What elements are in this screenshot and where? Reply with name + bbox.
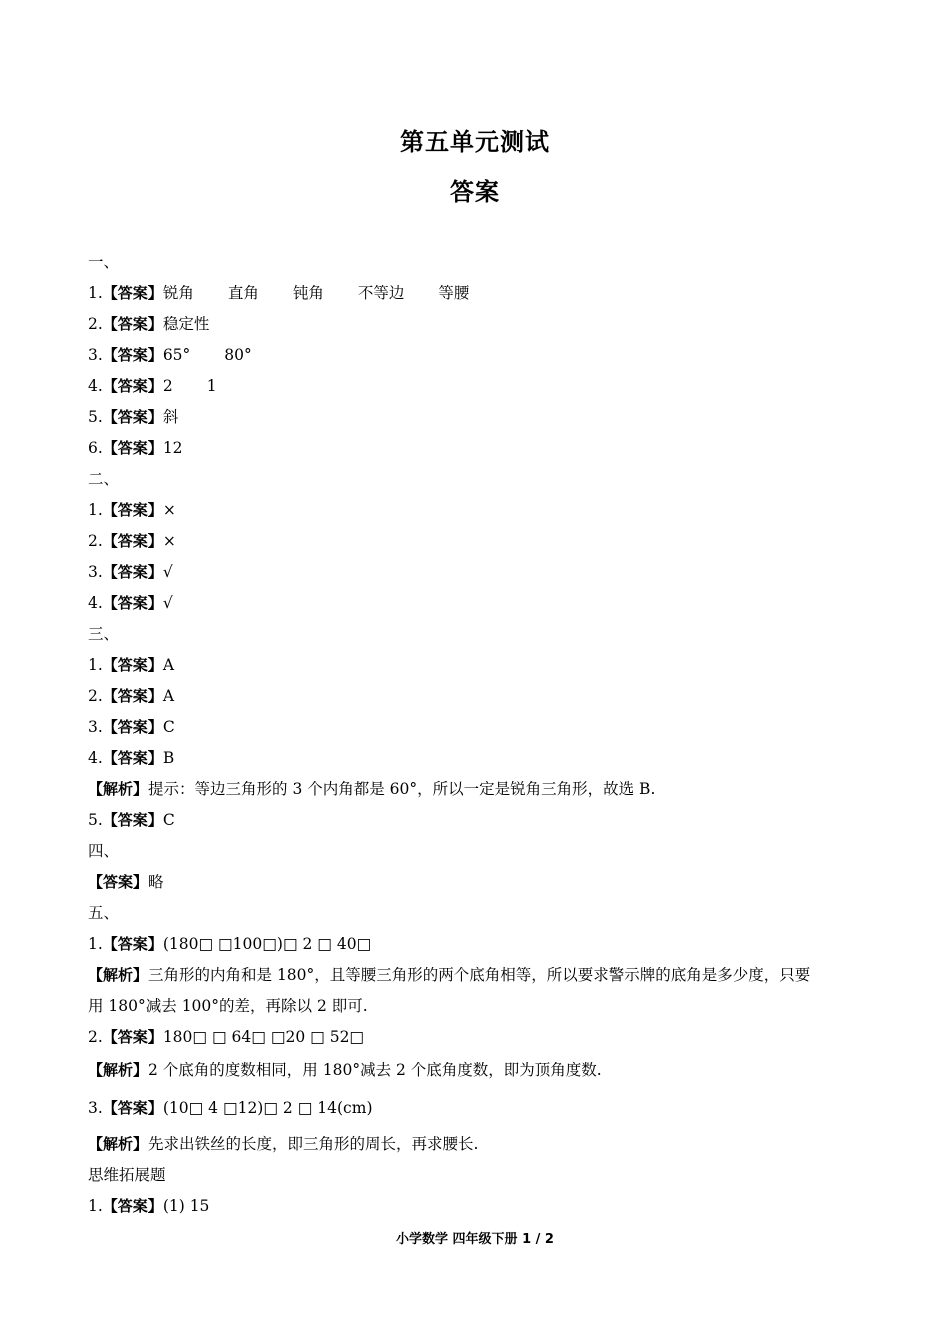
answer-line <box>88 867 858 898</box>
item-number: 6. <box>88 439 103 457</box>
analysis-line <box>88 774 858 805</box>
answer-line <box>88 433 858 464</box>
answer-line <box>88 650 858 681</box>
analysis-continuation <box>88 991 858 1022</box>
analysis-text: 先求出铁丝的长度，即三角形的周长，再求腰长. <box>148 1135 479 1153</box>
answer-line <box>88 371 858 402</box>
answer-value: 1 <box>206 377 217 395</box>
item-number: 4. <box>88 594 103 612</box>
answer-value: 65° <box>162 346 191 364</box>
answer-value: √ <box>162 594 173 612</box>
section-heading <box>88 247 858 278</box>
page-title: 第五单元测试 <box>400 128 550 156</box>
answer-label: 【答案】 <box>102 1028 163 1046</box>
answer-line <box>88 743 858 774</box>
answer-label: 【答案】 <box>102 439 163 457</box>
answer-label: 【答案】 <box>102 284 163 302</box>
item-number: 3. <box>88 563 103 581</box>
item-number: 4. <box>88 377 103 395</box>
answer-value: 12 <box>162 439 183 457</box>
answer-value: (10□ 4 □12)□ 2 □ 14(cm) <box>162 1099 373 1117</box>
answer-line <box>88 929 858 960</box>
answer-line <box>88 1088 858 1129</box>
answer-label: 【答案】 <box>102 315 163 333</box>
analysis-label: 【解析】 <box>88 1061 149 1079</box>
answer-label: 【答案】 <box>102 1197 163 1215</box>
analysis-text: 提示：等边三角形的 3 个内角都是 60°，所以一定是锐角三角形，故选 B. <box>148 780 656 798</box>
answer-label: 【答案】 <box>88 873 149 891</box>
analysis-text: 三角形的内角和是 180°，且等腰三角形的两个底角相等，所以要求警示牌的底角是多少度，只要 <box>148 966 811 984</box>
page-subtitle: 答案 <box>450 178 500 206</box>
answer-label: 【答案】 <box>102 718 163 736</box>
answer-line <box>88 495 858 526</box>
answer-label: 【答案】 <box>102 935 163 953</box>
item-number: 2. <box>88 687 103 705</box>
analysis-text: 2 个底角的度数相同，用 180°减去 2 个底角度数，即为顶角度数. <box>148 1061 602 1079</box>
answer-label: 【答案】 <box>102 749 163 767</box>
analysis-label: 【解析】 <box>88 966 149 984</box>
answer-label: 【答案】 <box>102 563 163 581</box>
answer-value: 直角 <box>227 284 259 302</box>
analysis-line <box>88 1129 858 1160</box>
answer-line <box>88 1191 858 1222</box>
answer-label: 【答案】 <box>102 408 163 426</box>
analysis-line <box>88 960 858 991</box>
answer-line <box>88 557 858 588</box>
heading-text: 四、 <box>88 842 120 860</box>
answer-line <box>88 712 858 743</box>
section-heading <box>88 619 858 650</box>
answer-value: 180□ □ 64□ □20 □ 52□ <box>162 1028 365 1046</box>
item-number: 3. <box>88 718 103 736</box>
item-number: 4. <box>88 749 103 767</box>
item-number: 3. <box>88 346 103 364</box>
heading-text: 思维拓展题 <box>88 1166 166 1184</box>
item-number: 3. <box>88 1099 103 1117</box>
answer-line <box>88 402 858 433</box>
item-number: 1. <box>88 935 103 953</box>
answer-value: 锐角 <box>162 284 194 302</box>
answer-value: 稳定性 <box>162 315 210 333</box>
answer-line <box>88 805 858 836</box>
answer-value: C <box>162 718 175 736</box>
item-number: 2. <box>88 532 103 550</box>
answer-value: 等腰 <box>438 284 470 302</box>
answer-line <box>88 278 858 309</box>
item-number: 5. <box>88 408 103 426</box>
answer-line <box>88 1022 858 1053</box>
answer-label: 【答案】 <box>102 377 163 395</box>
answer-label: 【答案】 <box>102 594 163 612</box>
answer-value: 斜 <box>162 408 179 426</box>
answer-label: 【答案】 <box>102 501 163 519</box>
answer-line <box>88 526 858 557</box>
analysis-label: 【解析】 <box>88 1135 149 1153</box>
item-number: 1. <box>88 501 103 519</box>
heading-text: 五、 <box>88 904 120 922</box>
item-number: 2. <box>88 1028 103 1046</box>
heading-text: 一、 <box>88 253 120 271</box>
answer-value: A <box>162 687 175 705</box>
item-number: 1. <box>88 656 103 674</box>
answer-label: 【答案】 <box>102 656 163 674</box>
answer-value: 略 <box>148 873 164 891</box>
answer-label: 【答案】 <box>102 687 163 705</box>
analysis-text: 用 180°减去 100°的差，再除以 2 即可. <box>88 997 368 1015</box>
answer-value: A <box>162 656 175 674</box>
answer-list <box>88 247 858 1222</box>
answer-line <box>88 681 858 712</box>
answer-value: C <box>162 811 175 829</box>
answer-label: 【答案】 <box>102 1099 163 1117</box>
answer-value: (1) 15 <box>162 1197 210 1215</box>
item-number: 2. <box>88 315 103 333</box>
analysis-line <box>88 1053 858 1088</box>
answer-value: 钝角 <box>292 284 324 302</box>
section-heading <box>88 1160 858 1191</box>
section-heading <box>88 836 858 867</box>
answer-value: × <box>162 532 176 550</box>
answer-value: 不等边 <box>357 284 405 302</box>
heading-text: 三、 <box>88 625 120 643</box>
answer-value: 80° <box>224 346 252 364</box>
answer-value: 2 <box>162 377 173 395</box>
answer-line <box>88 588 858 619</box>
answer-value: √ <box>162 563 173 581</box>
answer-value: (180□ □100□)□ 2 □ 40□ <box>162 935 372 953</box>
answer-line <box>88 309 858 340</box>
section-heading <box>88 464 858 495</box>
analysis-label: 【解析】 <box>88 780 149 798</box>
answer-value: × <box>162 501 176 519</box>
item-number: 1. <box>88 284 103 302</box>
answer-value: B <box>162 749 175 767</box>
item-number: 1. <box>88 1197 103 1215</box>
answer-label: 【答案】 <box>102 532 163 550</box>
answer-label: 【答案】 <box>102 811 163 829</box>
answer-line <box>88 340 858 371</box>
heading-text: 二、 <box>88 470 120 488</box>
section-heading <box>88 898 858 929</box>
page-footer: 小学数学 四年级下册 1 / 2 <box>396 1232 554 1247</box>
item-number: 5. <box>88 811 103 829</box>
answer-label: 【答案】 <box>102 346 163 364</box>
